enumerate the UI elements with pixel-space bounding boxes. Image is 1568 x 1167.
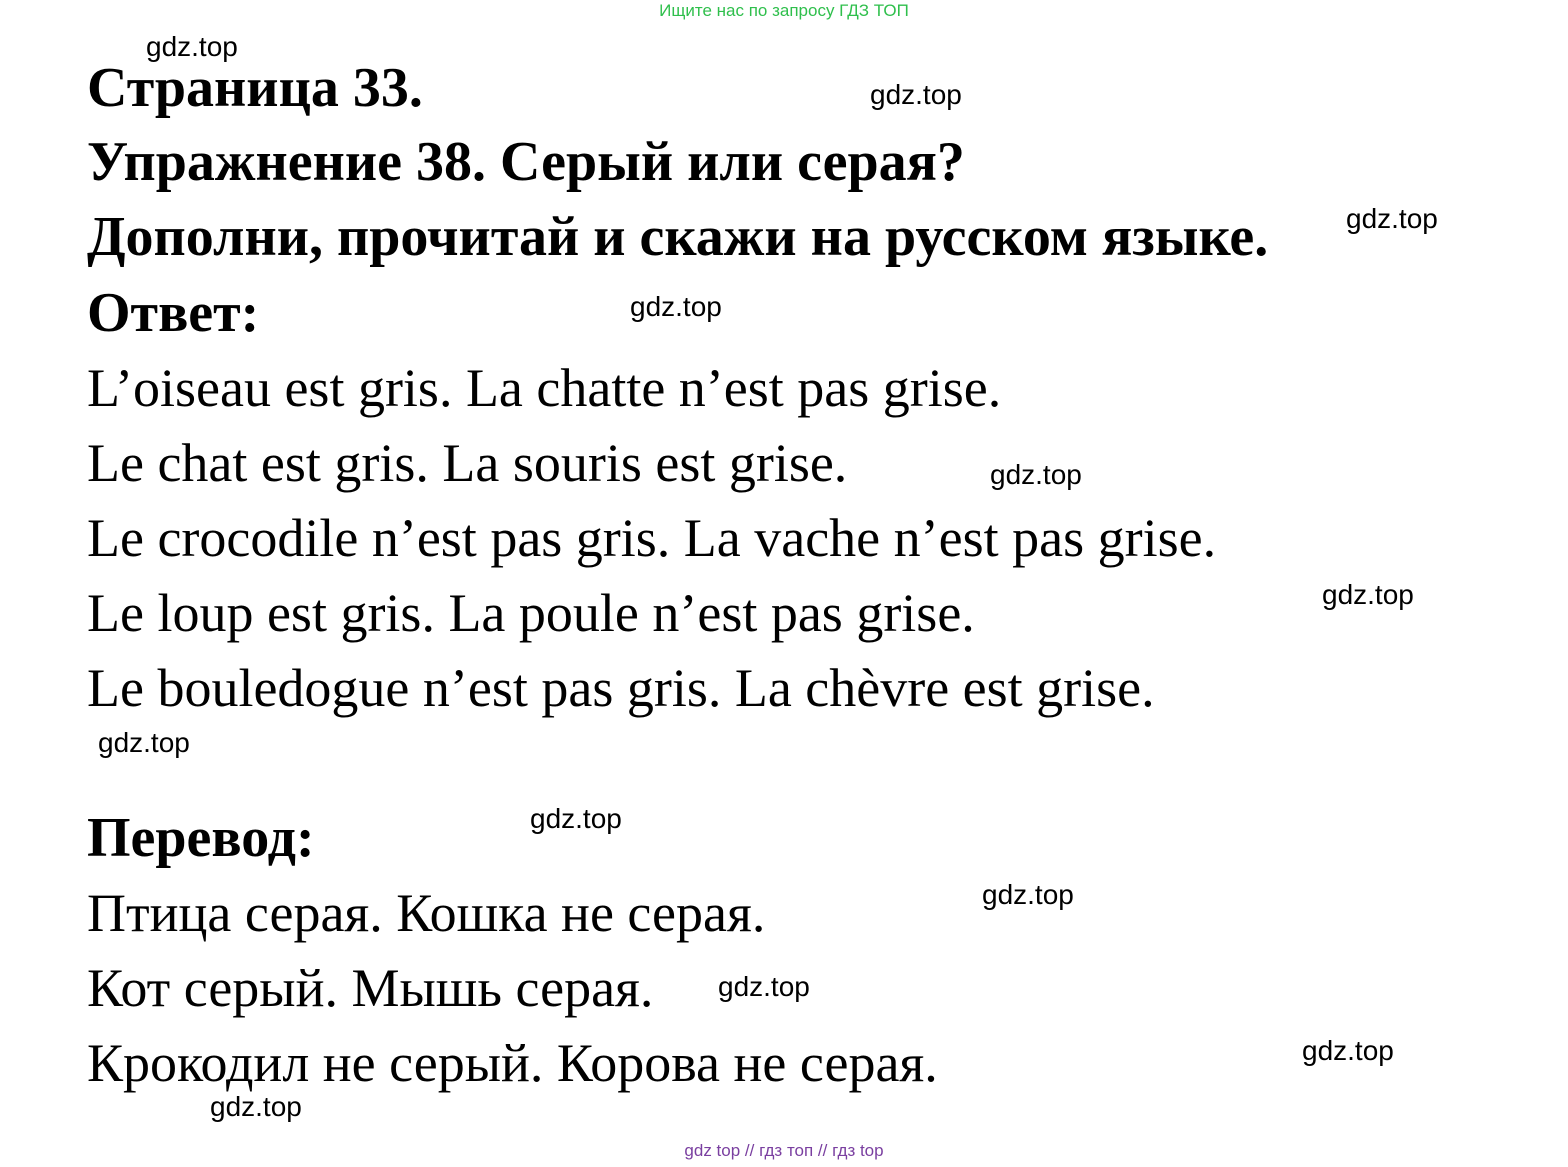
top-banner[interactable]: Ищите нас по запросу ГДЗ ТОП	[659, 1, 909, 20]
answer-line: Le bouledogue n’est pas gris. La chèvre est grise.	[87, 658, 1155, 718]
watermark: gdz.top	[1346, 203, 1438, 234]
translation-heading: Перевод:	[87, 807, 315, 869]
instruction: Дополни, прочитай и скажи на русском языке.	[87, 206, 1269, 268]
answer-line: L’oiseau est gris. La chatte n’est pas grise.	[87, 358, 1002, 418]
translation-line: Птица серая. Кошка не серая.	[87, 883, 766, 943]
answer-line: Le chat est gris. La souris est grise.	[87, 433, 848, 493]
exercise-title: Упражнение 38. Серый или серая?	[87, 131, 965, 193]
watermark: gdz.top	[718, 971, 810, 1002]
translation-line: Крокодил не серый. Корова не серая.	[87, 1033, 938, 1093]
footer-links[interactable]: gdz top // гдз топ // гдз top	[684, 1141, 884, 1160]
page-title: Страница 33.	[87, 57, 423, 119]
answer-line: Le crocodile n’est pas gris. La vache n’est pas grise.	[87, 508, 1217, 568]
answer-heading: Ответ:	[87, 282, 260, 344]
watermark: gdz.top	[1322, 579, 1414, 610]
watermark: gdz.top	[1302, 1035, 1394, 1066]
watermark: gdz.top	[98, 727, 190, 758]
watermark: gdz.top	[210, 1091, 302, 1122]
watermark: gdz.top	[530, 803, 622, 834]
answer-line: Le loup est gris. La poule n’est pas grise.	[87, 583, 975, 643]
watermark: gdz.top	[990, 459, 1082, 490]
watermark: gdz.top	[982, 879, 1074, 910]
watermark: gdz.top	[630, 291, 722, 322]
watermark: gdz.top	[146, 31, 238, 62]
translation-line: Кот серый. Мышь серая.	[87, 958, 654, 1018]
watermark: gdz.top	[870, 79, 962, 110]
